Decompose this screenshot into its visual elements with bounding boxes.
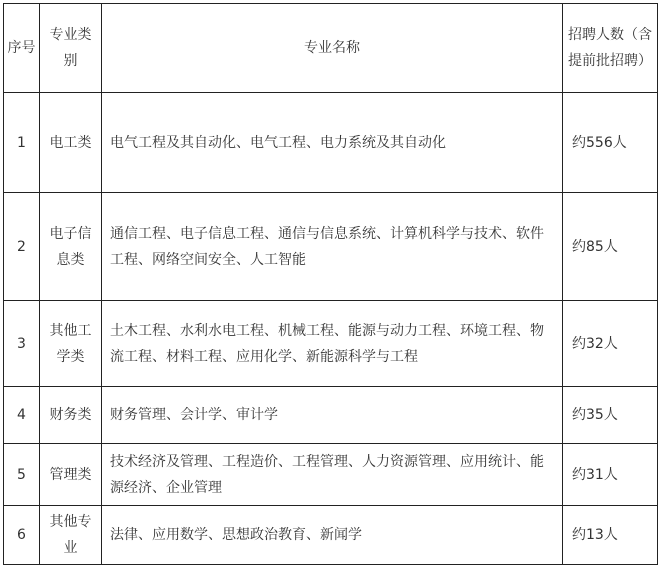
table-row — [4, 193, 658, 301]
header-count: 招聘人数（含提前批招聘） — [563, 4, 658, 93]
row-category: 其他专业 — [40, 506, 102, 565]
table-row — [4, 301, 658, 387]
row-count: 约31人 — [563, 444, 658, 506]
row-category: 电子信息类 — [40, 193, 102, 301]
table-row — [4, 506, 658, 565]
header-majors: 专业名称 — [102, 4, 563, 93]
recruitment-table-container — [3, 3, 658, 565]
table-row — [4, 444, 658, 506]
row-majors: 通信工程、电子信息工程、通信与信息系统、计算机科学与技术、软件工程、网络空间安全、人工智能 — [102, 193, 563, 301]
row-count: 约85人 — [563, 193, 658, 301]
row-category: 财务类 — [40, 387, 102, 444]
row-majors: 法律、应用数学、思想政治教育、新闻学 — [102, 506, 563, 565]
row-category: 管理类 — [40, 444, 102, 506]
table-header-row — [4, 4, 658, 93]
row-seq: 5 — [4, 444, 40, 506]
row-seq: 3 — [4, 301, 40, 387]
row-count: 约556人 — [563, 93, 658, 193]
row-category: 电工类 — [40, 93, 102, 193]
row-majors: 财务管理、会计学、审计学 — [102, 387, 563, 444]
header-category: 专业类别 — [40, 4, 102, 93]
row-majors: 技术经济及管理、工程造价、工程管理、人力资源管理、应用统计、能源经济、企业管理 — [102, 444, 563, 506]
header-seq: 序号 — [4, 4, 40, 93]
table-row — [4, 387, 658, 444]
recruitment-table — [3, 3, 658, 565]
row-seq: 1 — [4, 93, 40, 193]
row-majors: 土木工程、水利水电工程、机械工程、能源与动力工程、环境工程、物流工程、材料工程、应用化学、新能源科学与工程 — [102, 301, 563, 387]
row-majors: 电气工程及其自动化、电气工程、电力系统及其自动化 — [102, 93, 563, 193]
row-count: 约13人 — [563, 506, 658, 565]
row-category: 其他工学类 — [40, 301, 102, 387]
row-seq: 4 — [4, 387, 40, 444]
row-seq: 6 — [4, 506, 40, 565]
row-count: 约32人 — [563, 301, 658, 387]
table-row — [4, 93, 658, 193]
row-count: 约35人 — [563, 387, 658, 444]
row-seq: 2 — [4, 193, 40, 301]
